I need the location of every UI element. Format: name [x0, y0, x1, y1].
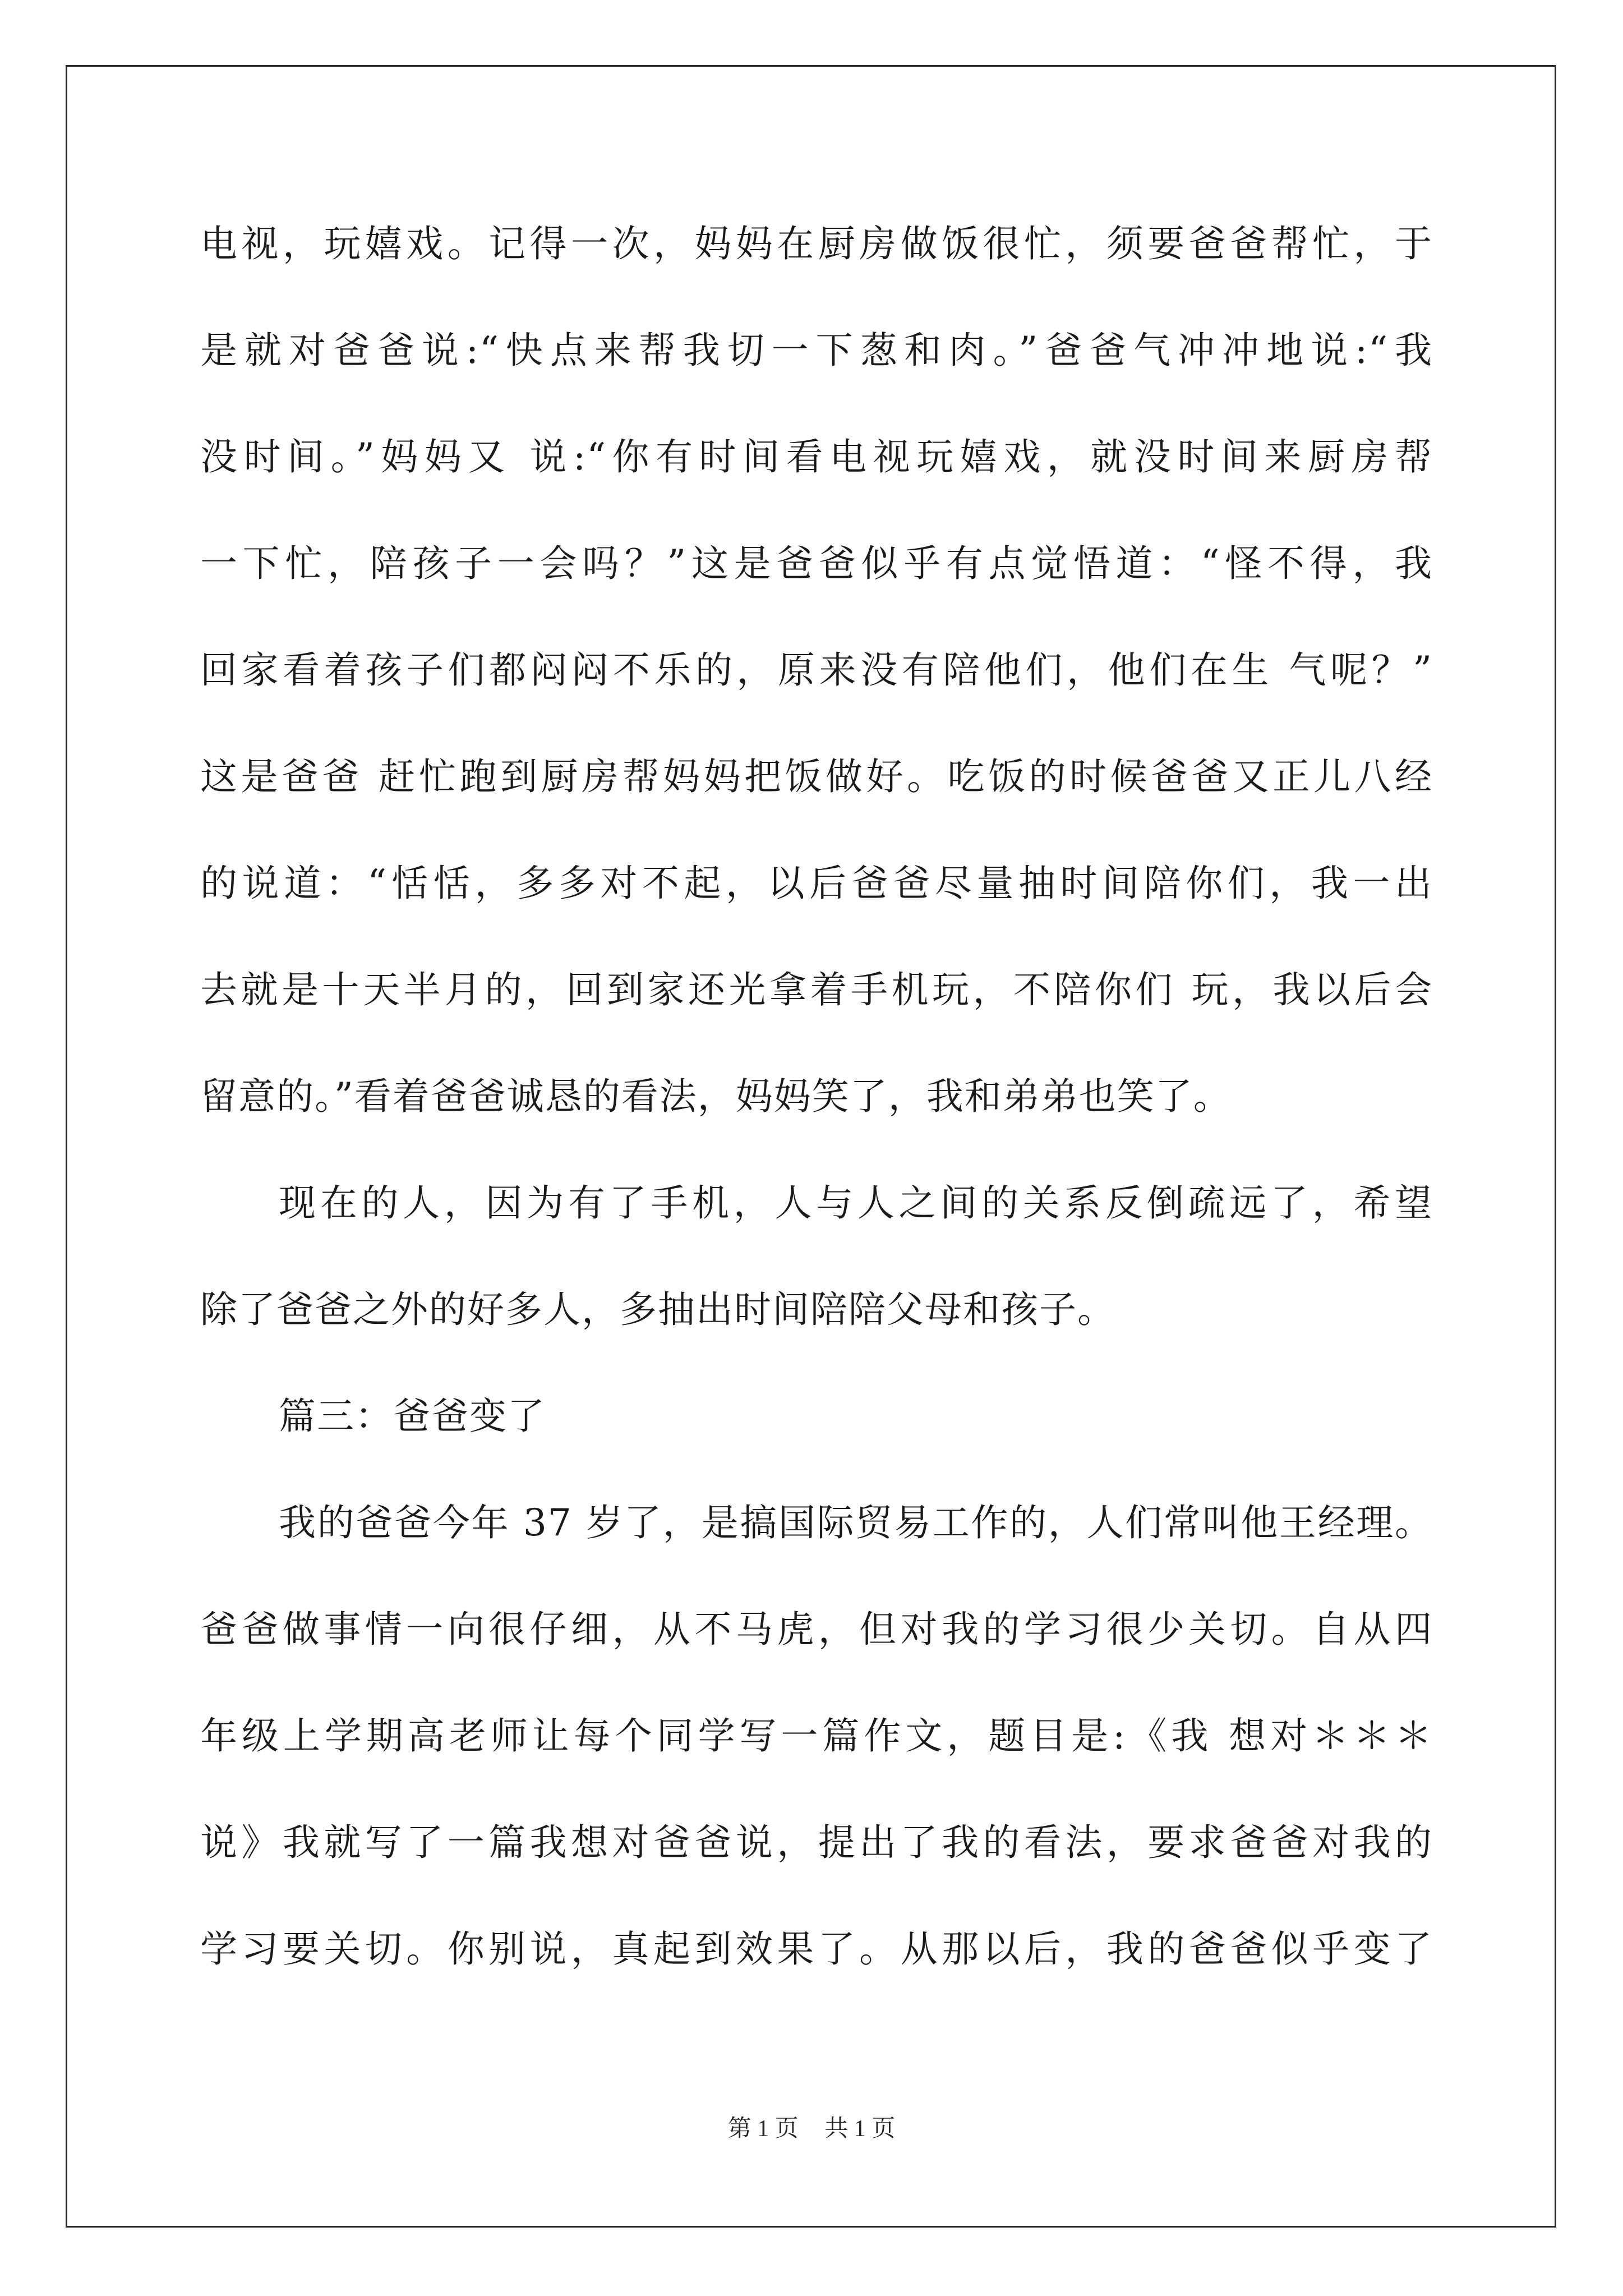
- text-line: 年级上学期高老师让每个同学写一篇作文，题目是:《我 想对＊＊＊: [200, 1714, 1433, 1757]
- paragraph-first-line: 我的爸爸今年 37 岁了，是搞国际贸易工作的，人们常叫他王经理。: [279, 1501, 1433, 1544]
- text-line: 是就对爸爸说:“快点来帮我切一下葱和肉。”爸爸气冲冲地说:“我: [200, 329, 1433, 372]
- text-line: 除了爸爸之外的好多人，多抽出时间陪陪父母和孩子。: [200, 1288, 1115, 1331]
- text-line: 去就是十天半月的，回到家还光拿着手机玩，不陪你们 玩，我以后会: [200, 968, 1433, 1011]
- text-line: 电视，玩嬉戏。记得一次，妈妈在厨房做饭很忙，须要爸爸帮忙，于: [200, 222, 1433, 265]
- text-line: 爸爸做事情一向很仔细，从不马虎，但对我的学习很少关切。自从四: [200, 1608, 1433, 1651]
- page-number: 第 1 页: [727, 2116, 799, 2142]
- text-line: 一下忙，陪孩子一会吗？”这是爸爸似乎有点觉悟道：“怪不得，我: [200, 542, 1433, 585]
- text-line: 说》我就写了一篇我想对爸爸说，提出了我的看法，要求爸爸对我的: [200, 1821, 1433, 1864]
- page-border: [66, 65, 1556, 2228]
- page-total: 共 1 页: [824, 2116, 896, 2142]
- page-footer: [0, 2112, 1623, 2146]
- text-line: 的说道：“恬恬，多多对不起，以后爸爸尽量抽时间陪你们，我一出: [200, 862, 1433, 905]
- text-line: 回家看着孩子们都闷闷不乐的，原来没有陪他们，他们在生 气呢？”: [200, 648, 1433, 692]
- text-line: 留意的。”看着爸爸诚恳的看法，妈妈笑了，我和弟弟也笑了。: [200, 1075, 1232, 1118]
- text-line: 学习要关切。你别说，真起到效果了。从那以后，我的爸爸似乎变了: [200, 1927, 1433, 1971]
- text-line: 没时间。”妈妈又 说:“你有时间看电视玩嬉戏，就没时间来厨房帮: [200, 435, 1433, 478]
- paragraph-first-line: 现在的人，因为有了手机，人与人之间的关系反倒疏远了，希望: [279, 1181, 1433, 1225]
- text-line: 这是爸爸 赶忙跑到厨房帮妈妈把饭做好。吃饭的时候爸爸又正儿八经: [200, 755, 1433, 798]
- section-heading: 篇三：爸爸变了: [279, 1395, 546, 1438]
